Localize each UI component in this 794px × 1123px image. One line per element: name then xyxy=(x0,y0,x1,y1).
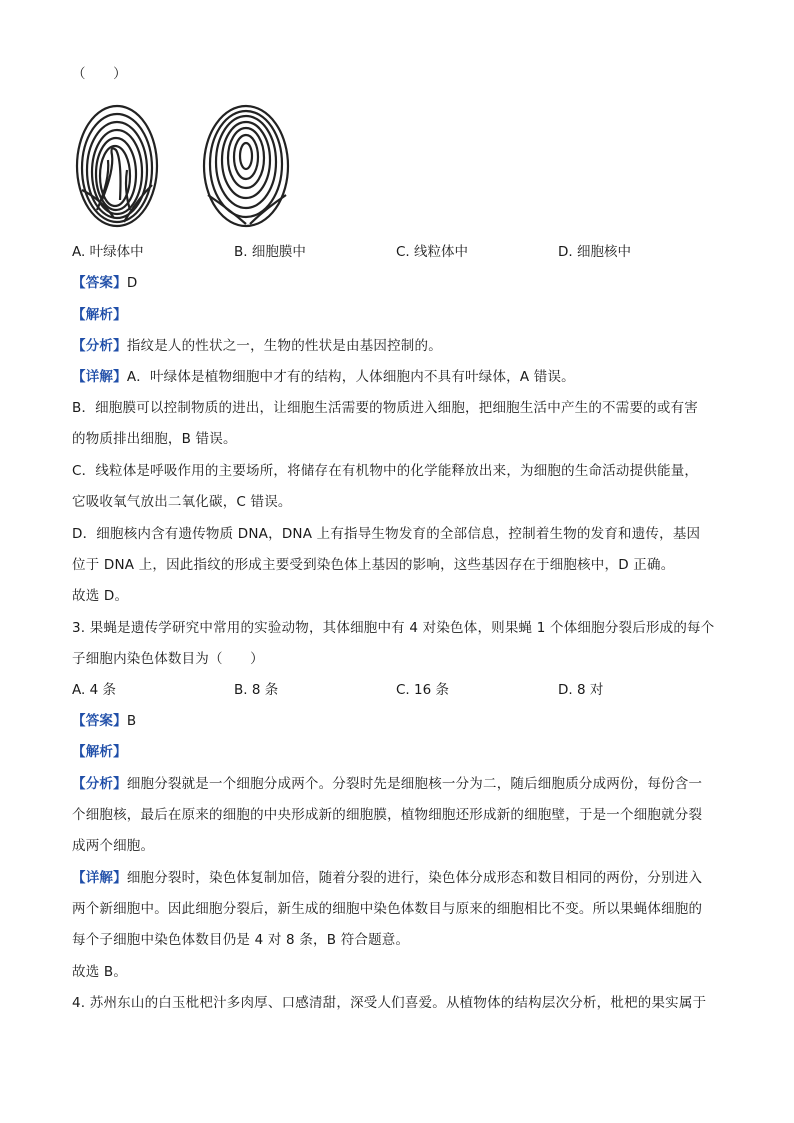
question-4-stem: 4. 苏州东山的白玉枇杷汁多肉厚、口感清甜，深受人们喜爱。从植物体的结构层次分析，枇杷的果实属于 xyxy=(72,995,707,1011)
explanation-line: D．细胞核内含有遗传物质 DNA，DNA 上有指导生物发育的全部信息，控制着生物的发育和遗传，基因 xyxy=(72,526,701,542)
question-3-stem: 3. 果蝇是遗传学研究中常用的实验动物，其体细胞中有 4 对染色体，则果蝇 1 个体细胞分裂后形成的每个 xyxy=(72,620,715,636)
explanation-line: 个细胞核，最后在原来的细胞的中央形成新的细胞膜，植物细胞还形成新的细胞壁，于是一个细胞就分裂 xyxy=(72,807,703,823)
xiangjie-line xyxy=(72,868,702,888)
explanation-line: B．细胞膜可以控制物质的进出，让细胞生活需要的物质进入细胞，把细胞生活中产生的不需要的或有害 xyxy=(72,400,698,416)
option-c: C. 16 条 xyxy=(396,682,449,698)
answer-tag: 【答案】 xyxy=(72,275,127,291)
analysis-tag: 【解析】 xyxy=(72,307,127,323)
explanation-line: 成两个细胞。 xyxy=(72,838,155,854)
explanation-line: 每个子细胞中染色体数目仍是 4 对 8 条，B 符合题意。 xyxy=(72,932,410,948)
fenxi-text: 细胞分裂就是一个细胞分成两个。分裂时先是细胞核一分为二，随后细胞质分成两份，每份含一 xyxy=(126,776,703,792)
answer-value: B xyxy=(126,713,137,729)
explanation-line: 两个新细胞中。因此细胞分裂后，新生成的细胞中染色体数目与原来的细胞相比不变。所以果蝇体细胞的 xyxy=(72,901,703,917)
fenxi-tag: 【分析】 xyxy=(72,776,127,792)
explanation-line: C．线粒体是呼吸作用的主要场所，将储存在有机物中的化学能释放出来，为细胞的生命活动提供能量， xyxy=(72,463,699,479)
option-d: D. 细胞核中 xyxy=(558,244,631,260)
explanation-line: 的物质排出细胞，B 错误。 xyxy=(72,431,237,447)
fingerprint-image-left xyxy=(72,100,162,232)
xiangjie-text: A．叶绿体是植物细胞中才有的结构，人体细胞内不具有叶绿体，A 错误。 xyxy=(126,369,575,385)
fenxi-tag: 【分析】 xyxy=(72,338,127,354)
option-d: D. 8 对 xyxy=(558,682,604,698)
analysis-tag: 【解析】 xyxy=(72,744,127,760)
fenxi-line xyxy=(72,774,702,794)
explanation-line: 位于 DNA 上，因此指纹的形成主要受到染色体上基因的影响，这些基因存在于细胞核中，D 正确。 xyxy=(72,557,675,573)
xiangjie-text: 细胞分裂时，染色体复制加倍，随着分裂的进行，染色体分成形态和数目相同的两份，分别进入 xyxy=(126,870,703,886)
option-b: B. 8 条 xyxy=(234,682,279,698)
fenxi-line xyxy=(72,336,442,356)
question-3-stem: 子细胞内染色体数目为（ ） xyxy=(72,651,264,667)
option-a: A. 叶绿体中 xyxy=(72,244,144,260)
fingerprint-image-right xyxy=(200,100,292,232)
explanation-line: 它吸收氧气放出二氧化碳，C 错误。 xyxy=(72,494,292,510)
answer-value: D xyxy=(126,275,138,291)
answer-line xyxy=(72,711,136,731)
answer-tag: 【答案】 xyxy=(72,713,127,729)
option-b: B. 细胞膜中 xyxy=(234,244,306,260)
question-2-blank: （ ） xyxy=(72,66,127,82)
answer-line xyxy=(72,273,137,293)
xiangjie-tag: 【详解】 xyxy=(72,870,127,886)
fenxi-text: 指纹是人的性状之一，生物的性状是由基因控制的。 xyxy=(126,338,442,354)
xiangjie-line xyxy=(72,367,575,387)
conclusion-line: 故选 B。 xyxy=(72,964,128,980)
option-c: C. 线粒体中 xyxy=(396,244,469,260)
option-a: A. 4 条 xyxy=(72,682,116,698)
conclusion-line: 故选 D。 xyxy=(72,588,129,604)
xiangjie-tag: 【详解】 xyxy=(72,369,127,385)
